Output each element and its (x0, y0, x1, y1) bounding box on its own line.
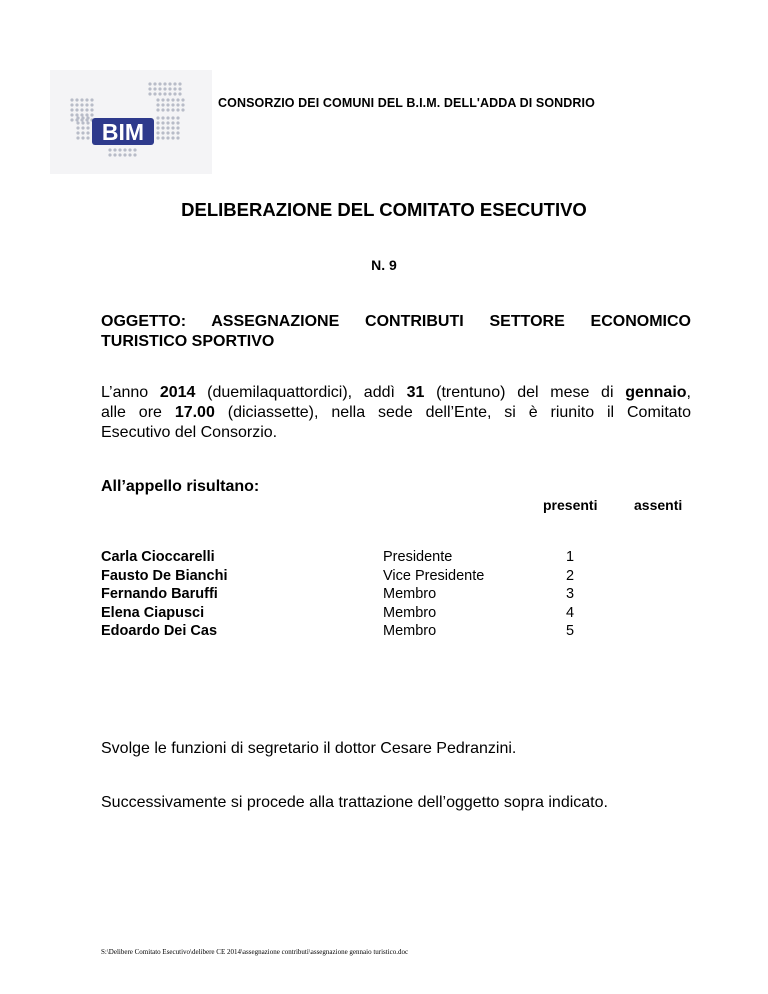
logo-dot (86, 116, 89, 119)
logo-dot (133, 148, 136, 151)
next-step-statement: Successivamente si procede alla trattazione dell’oggetto sopra indicato. (101, 794, 608, 811)
member-row (101, 568, 701, 587)
logo-dot (173, 87, 176, 90)
logo-dot (86, 126, 89, 129)
footer-file-path: S:\Delibere Comitato Esecutivo\delibere CE 2014\assegnazione contributi\assegnazione gennaio turistico.doc (101, 948, 409, 956)
organization-name: CONSORZIO DEI COMUNI DEL B.I.M. DELL'ADDA DI SONDRIO (218, 96, 595, 110)
logo-dot (85, 108, 88, 111)
logo-dot (156, 103, 159, 106)
document-title: DELIBERAZIONE DEL COMITATO ESECUTIVO (181, 199, 587, 220)
logo-dot (148, 92, 151, 95)
member-role: Membro (383, 604, 437, 621)
logo-dot (171, 108, 174, 111)
logo-dot (70, 103, 73, 106)
logo-dot (181, 98, 184, 101)
logo-dot (163, 82, 166, 85)
logo-dot (163, 92, 166, 95)
logo-dot (178, 82, 181, 85)
logo-dot (113, 148, 116, 151)
intro-paragraph (101, 383, 691, 443)
logo-dot (70, 98, 73, 101)
logo-dot (176, 108, 179, 111)
logo-dot (156, 116, 159, 119)
logo-text: BIM (101, 119, 145, 145)
logo-dot (80, 108, 83, 111)
logo-dot (90, 98, 93, 101)
logo-dot (86, 136, 89, 139)
member-presenti: 4 (565, 604, 575, 621)
logo-dot (90, 103, 93, 106)
logo-dot (70, 108, 73, 111)
bim-logo (50, 70, 212, 174)
logo-dot (158, 87, 161, 90)
logo-dot (85, 98, 88, 101)
logo-dot (76, 126, 79, 129)
logo-dot (148, 82, 151, 85)
logo-dot (161, 98, 164, 101)
logo-dot (158, 82, 161, 85)
logo-dot (156, 98, 159, 101)
logo-dot (123, 148, 126, 151)
logo-dot (153, 82, 156, 85)
member-role: Vice Presidente (383, 567, 485, 584)
logo-dot (76, 116, 79, 119)
logo-dot (85, 113, 88, 116)
logo-dot (81, 131, 84, 134)
subject (101, 312, 691, 352)
logo-dot (161, 126, 164, 129)
intro-line-1: L’anno 2014 (duemilaquattordici), addì 31 (trentuno) del mese di gennaio, (101, 384, 691, 401)
logo-dot (76, 131, 79, 134)
logo-dot (156, 131, 159, 134)
logo-dot (161, 103, 164, 106)
logo-dot (176, 131, 179, 134)
member-role: Presidente (383, 549, 453, 565)
member-name: Fausto De Bianchi (101, 567, 228, 584)
logo-dot (80, 103, 83, 106)
logo-dot (76, 136, 79, 139)
logo-dot (166, 116, 169, 119)
logo-dot (166, 108, 169, 111)
member-presenti: 5 (565, 623, 575, 639)
logo-dot (90, 113, 93, 116)
logo-dot (161, 116, 164, 119)
intro-time: 17.00 (174, 404, 215, 421)
logo-dot (173, 82, 176, 85)
member-name: Fernando Baruffi (101, 586, 218, 602)
logo-dot (113, 153, 116, 156)
logo-dot (171, 103, 174, 106)
logo-dot (171, 121, 174, 124)
logo-dot (166, 98, 169, 101)
logo-dot (81, 116, 84, 119)
intro-line-3: Esecutivo del Consorzio. (101, 424, 278, 441)
logo-dot (70, 113, 73, 116)
member-presenti: 1 (565, 549, 575, 565)
logo-dot (80, 98, 83, 101)
logo-dot (166, 131, 169, 134)
logo-dot (156, 126, 159, 129)
logo-dot (86, 121, 89, 124)
logo-dot (133, 153, 136, 156)
column-header-assenti: assenti (634, 497, 683, 513)
logo-dot (158, 92, 161, 95)
logo-dot (128, 153, 131, 156)
logo-dot (166, 136, 169, 139)
logo-dot (161, 121, 164, 124)
logo-dot (171, 126, 174, 129)
logo-dot (70, 118, 73, 121)
logo-dot (81, 126, 84, 129)
logo-dot (176, 136, 179, 139)
intro-year: 2014 (159, 384, 196, 401)
intro-month: gennaio (625, 384, 687, 401)
logo-dot (178, 87, 181, 90)
logo-dot (163, 87, 166, 90)
member-row (101, 605, 701, 624)
member-role: Membro (383, 623, 437, 639)
logo-dot (171, 131, 174, 134)
logo-dot (173, 92, 176, 95)
logo-dot (108, 148, 111, 151)
logo-dot (166, 103, 169, 106)
logo-dot (85, 103, 88, 106)
logo-dot (171, 116, 174, 119)
logo-dot (75, 98, 78, 101)
member-row (101, 586, 701, 605)
logo-dot (168, 92, 171, 95)
member-presenti: 3 (565, 586, 575, 602)
logo-dot (168, 82, 171, 85)
logo-dot (153, 87, 156, 90)
column-header-presenti: presenti (543, 497, 598, 513)
logo-dot (176, 116, 179, 119)
logo-dot (86, 131, 89, 134)
logo-dot (176, 103, 179, 106)
logo-dot (156, 121, 159, 124)
document-number: N. 9 (371, 257, 397, 273)
logo-dot (176, 98, 179, 101)
logo-dot (76, 121, 79, 124)
logo-dot (81, 136, 84, 139)
logo-dot (156, 136, 159, 139)
logo-dot (90, 108, 93, 111)
logo-dot (108, 153, 111, 156)
logo-dot (128, 148, 131, 151)
logo-dot (118, 153, 121, 156)
logo-dot (171, 136, 174, 139)
intro-day: 31 (406, 384, 425, 401)
logo-dot (171, 98, 174, 101)
member-row (101, 549, 701, 568)
logo-dot (166, 126, 169, 129)
logo-dot (156, 108, 159, 111)
subject-line-2: TURISTICO SPORTIVO (101, 333, 275, 350)
logo-dot (75, 103, 78, 106)
logo-dot (176, 121, 179, 124)
logo-dot (148, 87, 151, 90)
logo-dot (81, 121, 84, 124)
logo-dot (161, 131, 164, 134)
logo-dot (123, 153, 126, 156)
members-list (101, 549, 701, 642)
secretary-statement: Svolge le funzioni di segretario il dottor Cesare Pedranzini. (101, 740, 517, 757)
intro-line-2: alle ore 17.00 (diciassette), nella sede dell’Ente, si è riunito il Comitato (101, 404, 692, 421)
logo-dot (181, 108, 184, 111)
logo-dot (75, 108, 78, 111)
logo-dot (176, 126, 179, 129)
logo-dot (178, 92, 181, 95)
logo-dot (153, 92, 156, 95)
logo-dot (168, 87, 171, 90)
logo-dot (166, 121, 169, 124)
logo-dot (181, 103, 184, 106)
appello-label: All’appello risultano: (101, 478, 260, 495)
subject-line-1: OGGETTO: ASSEGNAZIONE CONTRIBUTI SETTORE ECONOMICO (101, 313, 691, 330)
logo-dot (80, 113, 83, 116)
member-name: Elena Ciapusci (101, 604, 205, 621)
member-name: Carla Cioccarelli (101, 549, 215, 565)
member-row (101, 623, 701, 642)
member-name: Edoardo Dei Cas (101, 623, 218, 639)
logo-dot (118, 148, 121, 151)
logo-dot (161, 108, 164, 111)
logo-dot (161, 136, 164, 139)
member-presenti: 2 (565, 567, 575, 584)
logo-dot (75, 113, 78, 116)
member-role: Membro (383, 586, 437, 602)
